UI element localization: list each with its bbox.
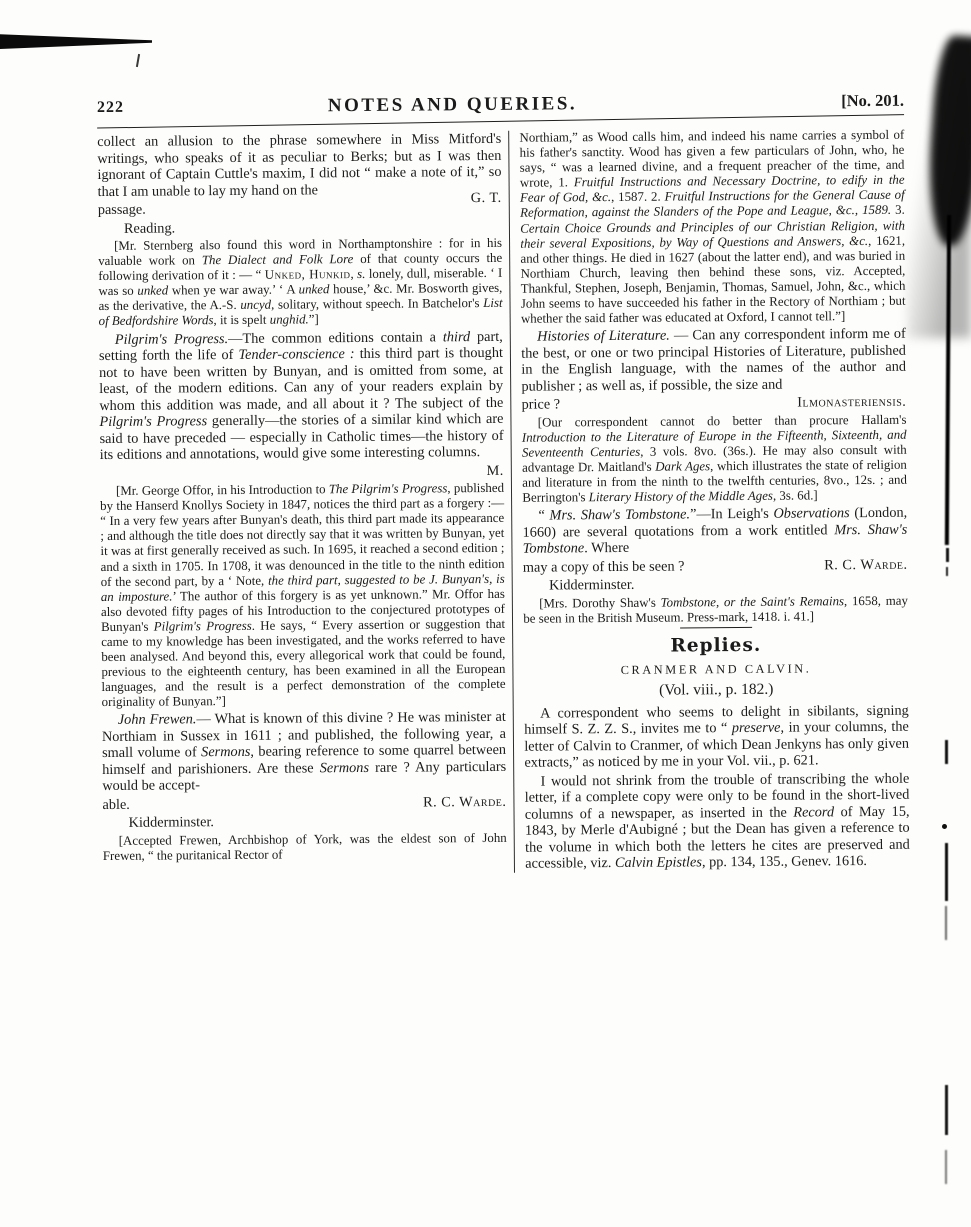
italic-text: Tombstone, or the Saint's Remains	[660, 593, 845, 610]
text-run: , 3s. 6d.]	[772, 488, 818, 503]
signature-line	[100, 462, 504, 482]
text-run: G. T.	[470, 189, 502, 207]
text-run: 3.	[891, 203, 905, 218]
editorial-note	[100, 481, 506, 711]
text-run: rare ? Any particulars would be accept-	[102, 758, 507, 795]
text-run: this third part is thought not to have been written by Bunyan, and is omitted from some, at least, of the modern editions. Can any of your readers explain by whom this addition was made, and all about it ? The subject of the	[98, 344, 504, 414]
text-run: house,’ &c. Mr. Bosworth gives, as the derivative, the A.-S.	[98, 281, 503, 314]
text-run: Kidderminster.	[548, 577, 635, 594]
italic-text: Literary History of the Middle Ages	[588, 488, 773, 505]
text-run: — What is known of this divine ? He was minister at Northiam in Sussex in 1611 ; and published, the following year, a small volume of	[101, 709, 506, 762]
italic-text: Calvin Epistles	[614, 854, 702, 872]
italic-text: unghid.	[269, 312, 309, 328]
text-run: , published by the Hanserd Knollys Society in 1847, notices the third part as a forgery :— “ In a very few years after Bunyan's death, this third part made its appearance ; and although the title does not directly say that it was written by Bunyan, yet it was at first generally received as such. In 1695, it reached a second edition ; and a sixth in 1705. In 1708, it was denounced in the title to the ninth edition of the second part, by a ‘ Note,	[100, 480, 505, 589]
signature	[471, 190, 502, 207]
italic-text: unked	[137, 283, 169, 299]
text-run: M.	[486, 462, 504, 479]
italic-text: preserve	[731, 720, 781, 737]
query-paragraph	[102, 709, 507, 795]
text-run: , 1658, may be seen in the British Museum. Press-mark, 1418. i. 41.]	[523, 593, 908, 626]
signature	[423, 794, 507, 811]
text-run: . He says, “ Every assertion or suggestion that came to my knowledge has been investigated, and the works referred to have been analysed. And beyond this, every allegorical work that could be found, previous to the eighteenth century, has been examined in all the European languages, and the result is a perfect demonstration of the complete originality of Bunyan.”]	[101, 616, 506, 710]
text-run: passage.	[97, 201, 146, 219]
italic-text: Histories of Literature.	[537, 327, 670, 345]
text-run: R. C. Warde.	[422, 793, 507, 811]
location-line	[98, 217, 502, 237]
editorial-note	[523, 593, 908, 626]
italic-text: Sermons	[201, 744, 251, 761]
text-run: generally—the stories of a similar kind which are said to have preceded — especially in Catholic times—the history of its editions and annotations, would give some interesting columns.	[99, 410, 504, 464]
italic-text: The Pilgrim's Progress	[328, 481, 448, 497]
italic-text: The Dialect and Folk Lore	[201, 252, 354, 268]
query-paragraph	[525, 771, 910, 873]
text-run: [Our correspondent cannot do better than procure Hallam's	[537, 412, 907, 430]
italic-text: the third part, suggested to be J. Bunyan's, is an imposture.	[100, 571, 505, 604]
query-paragraph	[521, 326, 906, 395]
text-run: ,	[350, 267, 358, 282]
section-rule	[680, 627, 752, 629]
italic-text: Tender-conscience :	[238, 346, 355, 363]
editorial-note	[519, 128, 905, 327]
text-run: ”—In Leigh's	[690, 506, 774, 523]
location-line	[103, 812, 507, 832]
italic-text: Introduction to the Literature of Europe in the Fifteenth, Sixteenth, and Seventeenth Centuries	[521, 427, 907, 460]
italic-text: uncyd	[240, 298, 272, 313]
italic-text: third	[442, 328, 471, 345]
editorial-note	[103, 831, 507, 864]
text-run: may a copy of this be seen ?	[522, 558, 685, 576]
italic-text: Pilgrim's Progress	[99, 413, 208, 431]
italic-text: Observations	[773, 505, 850, 523]
text-run: collect an allusion to the phrase somewhere in Miss Mitford's writings, who speaks of it as peculiar to Berks; but as I was then ignorant of Captain Cuttle's maxim, I did not “ make a note of it,” so that I am unable to lay my hand on the	[97, 130, 502, 200]
text-run: of May 15, 1843, by Merle d'Aubigné ; but the Dean has given a reference to the volume in which both the letters he cites are preserved and accessible, viz.	[524, 803, 910, 873]
text-run: , it is spelt	[213, 313, 270, 328]
volume-reference: (Vol. viii., p. 182.)	[659, 680, 774, 699]
text-run: Kidderminster.	[128, 814, 215, 832]
text-run: , 1621, and other things. He died in 1627 (about the latter end), and was buried in Northiam Church, leaving then behind these sons, viz. Accepted, Thankful, Stephen, Joseph, Benjamin, Thomas, Samuel, John, &c., which John seems to have succeeded his father in the Rectory of Northiam ; but whether the said father was educated at Oxford, I cannot tell.”]	[520, 233, 906, 326]
italic-text: Fruitful Instructions and Necessary Doctrine, to edify in the Fear of God, &c.	[519, 172, 905, 206]
italic-text: Mrs. Shaw's Tombstone	[522, 521, 908, 557]
text-run: A correspondent who seems to delight in sibilants, signing himself S. Z. Z. S., invites me to “	[524, 702, 909, 739]
text-run: , in your columns, the letter of Calvin to Cranmer, of which Dean Jenkyns has only given extracts,” as noticed by me in your Vol. vii., p. 621.	[524, 719, 910, 772]
italic-text: Mrs. Shaw's Tombstone.	[549, 506, 691, 524]
query-paragraph	[99, 328, 504, 463]
italic-text: List of Bedfordshire Words	[98, 296, 503, 329]
page-header	[97, 91, 904, 117]
signature	[797, 394, 906, 411]
italic-text: John Frewen.	[117, 711, 197, 729]
text-run: able.	[102, 796, 130, 813]
text-run: , which illustrates the state of religion and literature in from the ninth to the twelfth centuries, 8vo., 12s. ; and Berrington's	[522, 457, 907, 505]
signature-line-text	[523, 558, 685, 576]
text-run: Reading.	[123, 219, 176, 237]
text-run: . Where	[584, 540, 630, 557]
text-run: , bearing reference to some quarrel between himself and parishioners. Are these	[102, 742, 507, 778]
signature-line-text	[522, 397, 561, 414]
query-paragraph	[524, 703, 909, 772]
page-number: 222	[96, 98, 125, 117]
text-run: — Can any correspondent inform me of the best, or one or two principal Histories of Literature, published in the English language, with the names of the author and publisher ; as well as, if possible, the size and	[521, 325, 907, 395]
text-run: Ilmonasteriensis.	[797, 393, 907, 411]
italic-text: Record	[793, 804, 835, 821]
text-run: [Accepted Frewen, Archbishop of York, was the eldest son of John Frewen, “ the puritanical Rector of	[102, 830, 507, 864]
signature-line-text	[102, 797, 130, 814]
text-run: —The common editions contain a	[228, 328, 443, 347]
text-run: , pp. 134, 135., Genev. 1616.	[701, 853, 868, 871]
text-run: R. C. Warde.	[824, 556, 908, 574]
signature-line	[102, 794, 506, 814]
text-run: Unked, Hunkid	[264, 267, 351, 282]
text-run: , solitary, without speech. In Batchelor's	[271, 296, 484, 313]
signature-line-text	[98, 202, 146, 219]
text-run: Northiam,” as Wood calls him, and indeed his name carries a symbol of his father's sanctity. Wood has given a few particulars of John, who, he says, “ was a learned divine, and a frequent preacher of the time, and wrote, 1.	[519, 127, 905, 191]
italic-text: unked	[298, 282, 330, 297]
editorial-note	[522, 412, 907, 506]
location-line	[523, 575, 908, 595]
text-run: price ?	[521, 396, 561, 413]
query-paragraph	[97, 131, 502, 200]
right-column	[509, 128, 910, 873]
italic-text: Pilgrim's Progress	[153, 618, 252, 634]
italic-text: Pilgrim's Progress.	[114, 330, 229, 348]
italic-text: s.	[357, 267, 366, 282]
signature-line	[522, 394, 907, 414]
text-run: [Mrs. Dorothy Shaw's	[539, 595, 661, 611]
signature-line	[523, 556, 908, 576]
text-run: ”]	[308, 312, 319, 327]
signature	[486, 462, 503, 479]
italic-text: Dark Ages	[655, 459, 711, 474]
left-column	[97, 131, 512, 876]
text-run: lonely, dull, miserable. ‘ I was so	[98, 266, 503, 299]
page-title: NOTES AND QUERIES.	[327, 93, 578, 117]
text-run: of that county occurs the following derivation of it : — “	[98, 250, 503, 284]
signature-line	[97, 189, 502, 219]
text-run: [Mr. George Offor, in his Introduction to	[115, 482, 329, 498]
italic-text: Certain Choice Grounds and Principles of our Christian Religion, with their several Expositions, by Way of Questions and Answers, &c.	[520, 218, 905, 251]
italic-text: Fruitful Instructions for the General Cause of Reformation, against the Slanders of the Pope and League, &c., 1589.	[520, 188, 905, 221]
text-run: “	[538, 507, 550, 524]
text-run: , 3 vols. 8vo. (36s.). He may also consult with advantage Dr. Maitland's	[522, 442, 907, 475]
issue-number: [No. 201.	[841, 90, 905, 111]
signature	[824, 556, 908, 573]
text-run: [Mr. Sternberg also found this word in Northamptonshire : for in his valuable work on	[98, 235, 503, 269]
text-run: when ye war away.’ ‘ A	[168, 282, 299, 298]
text-run: ’ The author of this forgery is as yet unknown.” Mr. Offor has also devoted fifty pages of his Introduction to the conjectured prototypes of Bunyan's	[100, 586, 505, 634]
text-run: , 1587. 2.	[611, 189, 665, 205]
italic-text: Sermons	[319, 759, 370, 777]
article-title: CRANMER AND CALVIN.	[620, 661, 812, 677]
editorial-note	[98, 236, 503, 330]
replies-heading: Replies.	[670, 634, 762, 657]
text-run: I would not shrink from the trouble of transcribing the whole letter, if a complete copy were only to be found in the short-lived columns of a newspaper, as inserted in the	[524, 770, 910, 823]
text-run: part, setting forth the life of	[98, 328, 503, 365]
query-paragraph	[522, 505, 907, 558]
columns	[97, 128, 910, 876]
text-run: (London, 1660) are several quotations from a work entitled	[522, 504, 908, 541]
